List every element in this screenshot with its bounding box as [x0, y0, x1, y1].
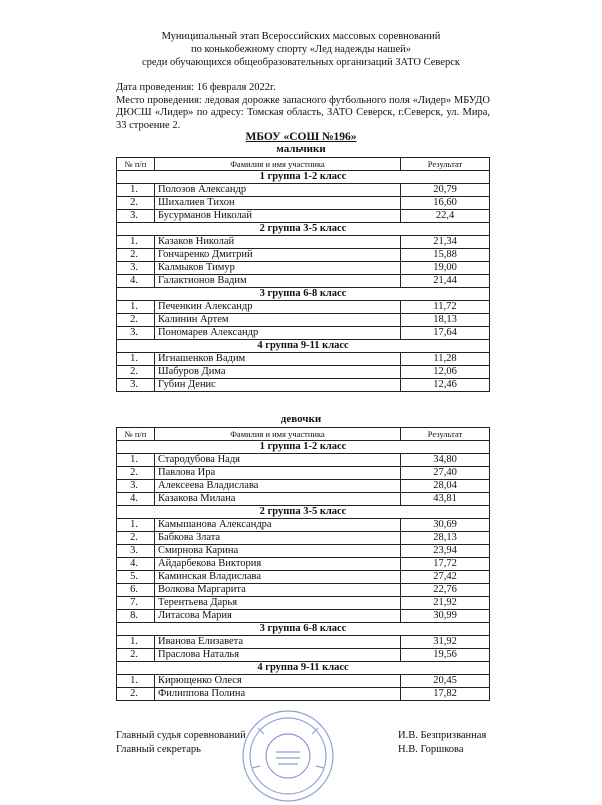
place-cell: 7.	[117, 597, 155, 610]
place-cell: 3.	[117, 262, 155, 275]
place-cell: 1.	[117, 636, 155, 649]
girls-results-table	[116, 427, 490, 701]
column-header-num: № п/п	[117, 428, 155, 441]
stamp-inner-ring	[266, 734, 310, 778]
place-cell: 3.	[117, 210, 155, 223]
result-cell: 18,13	[401, 314, 490, 327]
participant-name-cell: Камышанова Александра	[155, 519, 401, 532]
group-title: 3 группа 6-8 класс	[117, 623, 490, 636]
place-cell: 2.	[117, 249, 155, 262]
column-header-num: № п/п	[117, 158, 155, 171]
result-cell: 20,45	[401, 675, 490, 688]
place-cell: 4.	[117, 493, 155, 506]
column-header-name: Фамилия и имя участника	[155, 158, 401, 171]
table-row	[117, 210, 490, 223]
result-cell: 17,72	[401, 558, 490, 571]
event-info	[116, 82, 490, 132]
event-venue: Место проведения: ледовая дорожке запасного футбольного поля «Лидер» МБУДО ДЮСШ «Лидер» по адресу: Томская область, ЗАТО Северск, г.Северск, ул. Мира, 33 строение 2.	[116, 94, 490, 131]
result-cell: 30,69	[401, 519, 490, 532]
group-row	[117, 340, 490, 353]
place-cell: 1.	[117, 353, 155, 366]
participant-name-cell: Стародубова Надя	[155, 454, 401, 467]
table-row	[117, 236, 490, 249]
participant-name-cell: Кирющенко Олеся	[155, 675, 401, 688]
participant-name-cell: Калмыков Тимур	[155, 262, 401, 275]
result-cell: 21,92	[401, 597, 490, 610]
place-cell: 1.	[117, 675, 155, 688]
table-row	[117, 301, 490, 314]
stamp-outer-ring	[243, 711, 333, 801]
place-cell: 1.	[117, 519, 155, 532]
table-row	[117, 688, 490, 701]
table-row	[117, 314, 490, 327]
group-row	[117, 623, 490, 636]
participant-name-cell: Литасова Мария	[155, 610, 401, 623]
participant-name-cell: Алексеева Владислава	[155, 480, 401, 493]
table-row	[117, 480, 490, 493]
boys-section-title: мальчики	[276, 143, 326, 155]
group-row	[117, 171, 490, 184]
place-cell: 3.	[117, 480, 155, 493]
result-cell: 27,40	[401, 467, 490, 480]
participant-name-cell: Калинин Артем	[155, 314, 401, 327]
participant-name-cell: Гончаренко Дмитрий	[155, 249, 401, 262]
result-cell: 21,34	[401, 236, 490, 249]
chief-judge-name: И.В. Безпризванная	[398, 730, 487, 741]
result-cell: 34,80	[401, 454, 490, 467]
result-cell: 19,00	[401, 262, 490, 275]
header-line-2: по конькобежному спорту «Лед надежды нашей»	[190, 44, 412, 55]
table-row	[117, 636, 490, 649]
place-cell: 1.	[117, 236, 155, 249]
school-title: МБОУ «СОШ №196»	[245, 131, 357, 143]
participant-name-cell: Бабкова Злата	[155, 532, 401, 545]
participant-name-cell: Филиппова Полина	[155, 688, 401, 701]
group-title: 1 группа 1-2 класс	[117, 171, 490, 184]
chief-secretary-name: Н.В. Горшкова	[398, 744, 464, 755]
table-row	[117, 675, 490, 688]
table-row	[117, 327, 490, 340]
participant-name-cell: Терентьева Дарья	[155, 597, 401, 610]
place-cell: 6.	[117, 584, 155, 597]
participant-name-cell: Игнашенков Вадим	[155, 353, 401, 366]
place-cell: 2.	[117, 366, 155, 379]
table-row	[117, 493, 490, 506]
table-row	[117, 275, 490, 288]
place-cell: 1.	[117, 301, 155, 314]
place-cell: 4.	[117, 275, 155, 288]
place-cell: 2.	[117, 532, 155, 545]
result-cell: 20,79	[401, 184, 490, 197]
result-cell: 11,72	[401, 301, 490, 314]
participant-name-cell: Павлова Ира	[155, 467, 401, 480]
group-title: 3 группа 6-8 класс	[117, 288, 490, 301]
group-title: 4 группа 9-11 класс	[117, 340, 490, 353]
official-stamp	[238, 708, 338, 804]
result-cell: 11,28	[401, 353, 490, 366]
header-line-3: среди обучающихся общеобразовательных организаций ЗАТО Северск	[142, 57, 460, 68]
result-cell: 12,06	[401, 366, 490, 379]
group-row	[117, 288, 490, 301]
participant-name-cell: Иванова Елизавета	[155, 636, 401, 649]
header-row	[117, 158, 490, 171]
participant-name-cell: Смирнова Карина	[155, 545, 401, 558]
place-cell: 4.	[117, 558, 155, 571]
place-cell: 2.	[117, 467, 155, 480]
result-cell: 22,76	[401, 584, 490, 597]
place-cell: 2.	[117, 649, 155, 662]
result-cell: 12,46	[401, 379, 490, 392]
participant-name-cell: Печенкин Александр	[155, 301, 401, 314]
girls-section-title: девочки	[280, 413, 322, 425]
group-row	[117, 441, 490, 454]
participant-name-cell: Шабуров Дима	[155, 366, 401, 379]
participant-name-cell: Праслова Наталья	[155, 649, 401, 662]
place-cell: 1.	[117, 184, 155, 197]
result-cell: 30,99	[401, 610, 490, 623]
event-date: Дата проведения: 16 февраля 2022г.	[116, 82, 276, 93]
table-row	[117, 649, 490, 662]
stamp-middle-ring	[250, 718, 326, 794]
participant-name-cell: Айдарбекова Виктория	[155, 558, 401, 571]
participant-name-cell: Пономарев Александр	[155, 327, 401, 340]
participant-name-cell: Волкова Маргарита	[155, 584, 401, 597]
column-header-result: Результат	[401, 428, 490, 441]
table-row	[117, 519, 490, 532]
result-cell: 28,13	[401, 532, 490, 545]
result-cell: 23,94	[401, 545, 490, 558]
result-cell: 28,04	[401, 480, 490, 493]
chief-judge-label: Главный судья соревнований	[116, 730, 246, 741]
participant-name-cell: Бусурманов Николай	[155, 210, 401, 223]
place-cell: 2.	[117, 688, 155, 701]
participant-name-cell: Губин Денис	[155, 379, 401, 392]
chief-secretary-label: Главный секретарь	[116, 744, 201, 755]
table-row	[117, 545, 490, 558]
column-header-name: Фамилия и имя участника	[155, 428, 401, 441]
place-cell: 5.	[117, 571, 155, 584]
table-row	[117, 571, 490, 584]
group-title: 2 группа 3-5 класс	[117, 506, 490, 519]
column-header-result: Результат	[401, 158, 490, 171]
table-row	[117, 366, 490, 379]
result-cell: 15,88	[401, 249, 490, 262]
participant-name-cell: Галактионов Вадим	[155, 275, 401, 288]
table-row	[117, 558, 490, 571]
stamp-center-lines	[276, 752, 300, 764]
document-header	[0, 30, 602, 69]
place-cell: 2.	[117, 314, 155, 327]
group-title: 4 группа 9-11 класс	[117, 662, 490, 675]
result-cell: 19,56	[401, 649, 490, 662]
result-cell: 17,64	[401, 327, 490, 340]
table-row	[117, 353, 490, 366]
table-row	[117, 454, 490, 467]
place-cell: 8.	[117, 610, 155, 623]
place-cell: 1.	[117, 454, 155, 467]
place-cell: 3.	[117, 327, 155, 340]
table-row	[117, 584, 490, 597]
result-cell: 16,60	[401, 197, 490, 210]
participant-name-cell: Полозов Александр	[155, 184, 401, 197]
place-cell: 2.	[117, 197, 155, 210]
table-row	[117, 597, 490, 610]
place-cell: 3.	[117, 545, 155, 558]
result-cell: 31,92	[401, 636, 490, 649]
header-line-1: Муниципальный этап Всероссийских массовых соревнований	[161, 31, 441, 42]
result-cell: 27,42	[401, 571, 490, 584]
group-row	[117, 662, 490, 675]
result-cell: 21,44	[401, 275, 490, 288]
group-row	[117, 223, 490, 236]
table-row	[117, 532, 490, 545]
table-row	[117, 467, 490, 480]
header-row	[117, 428, 490, 441]
boys-results-table	[116, 157, 490, 392]
result-cell: 17,82	[401, 688, 490, 701]
result-cell: 43,81	[401, 493, 490, 506]
group-row	[117, 506, 490, 519]
participant-name-cell: Казакова Милана	[155, 493, 401, 506]
result-cell: 22,4	[401, 210, 490, 223]
table-row	[117, 249, 490, 262]
table-row	[117, 610, 490, 623]
group-title: 2 группа 3-5 класс	[117, 223, 490, 236]
table-row	[117, 262, 490, 275]
participant-name-cell: Шихалиев Тихон	[155, 197, 401, 210]
place-cell: 3.	[117, 379, 155, 392]
table-row	[117, 184, 490, 197]
table-row	[117, 197, 490, 210]
participant-name-cell: Каминская Владислава	[155, 571, 401, 584]
table-row	[117, 379, 490, 392]
group-title: 1 группа 1-2 класс	[117, 441, 490, 454]
participant-name-cell: Казаков Николай	[155, 236, 401, 249]
